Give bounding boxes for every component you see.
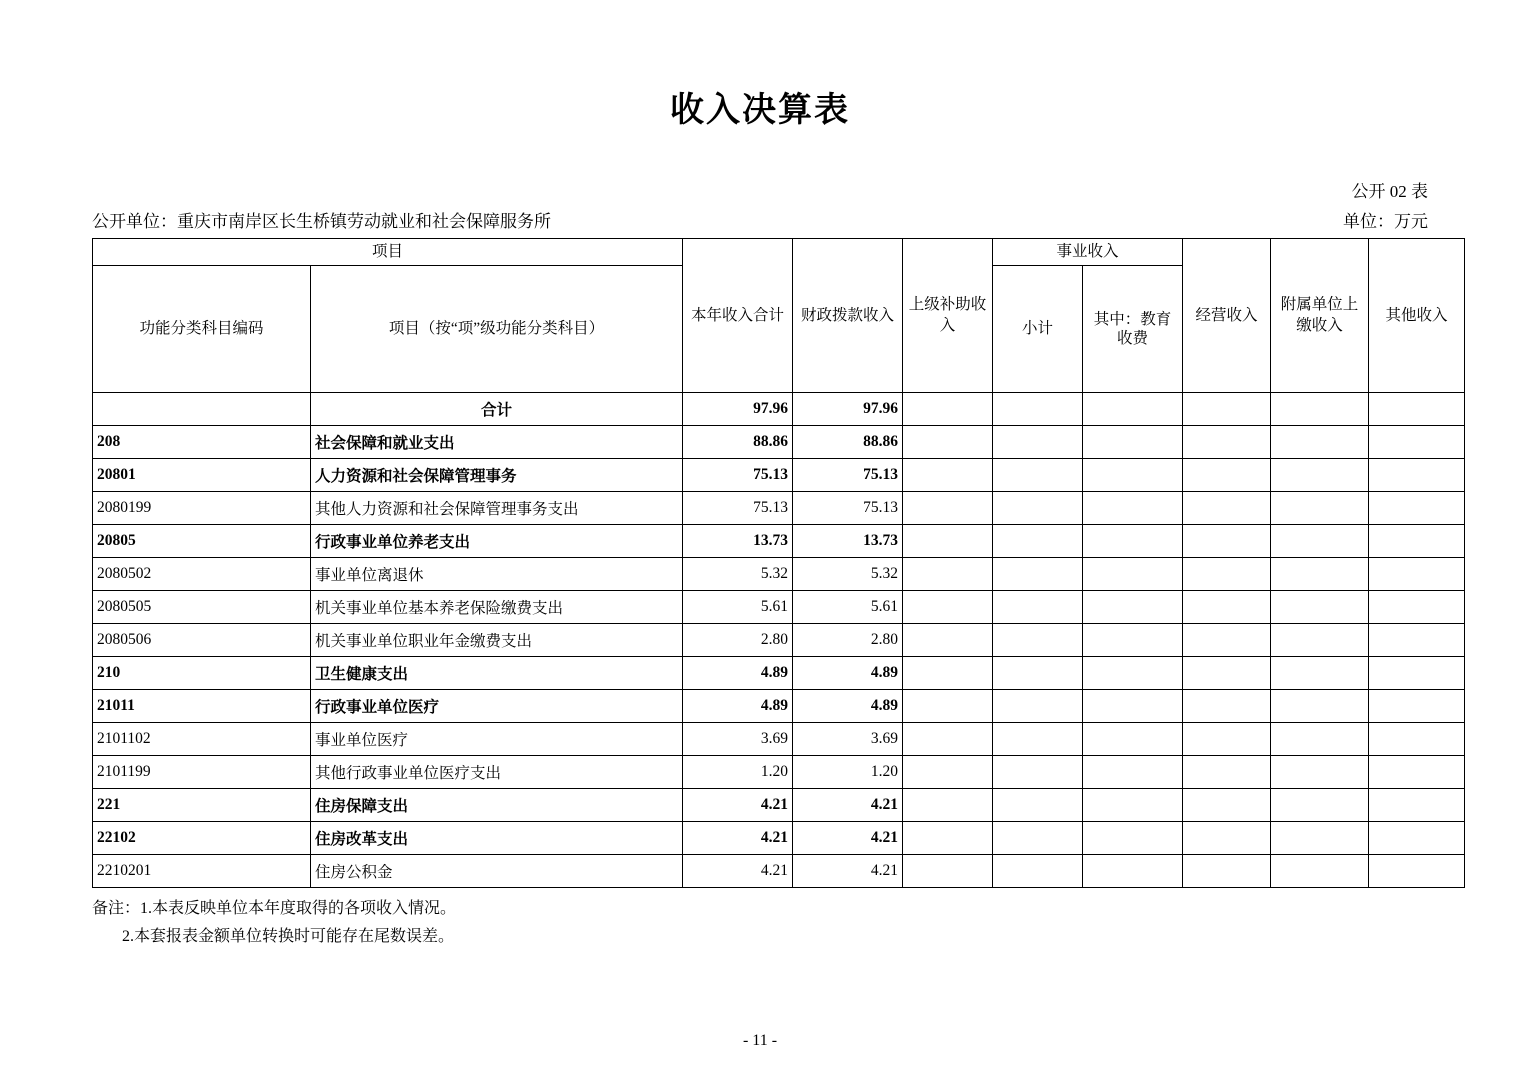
cell-affiliated-unit-income [1271, 789, 1369, 822]
cell-subtotal [993, 393, 1083, 426]
meta-row-form-number [92, 177, 1428, 199]
cell-fiscal-appropriation: 75.13 [793, 459, 903, 492]
cell-other-income [1369, 459, 1465, 492]
cell-operating-income [1183, 393, 1271, 426]
cell-subtotal [993, 789, 1083, 822]
cell-fiscal-appropriation: 13.73 [793, 525, 903, 558]
cell-year-total: 75.13 [683, 459, 793, 492]
cell-operating-income [1183, 591, 1271, 624]
cell-operating-income [1183, 558, 1271, 591]
table-header-row-1 [93, 239, 1465, 266]
cell-operating-income [1183, 426, 1271, 459]
cell-superior-subsidy [903, 690, 993, 723]
table-row [93, 393, 1465, 426]
cell-code: 22102 [93, 822, 311, 855]
cell-code: 208 [93, 426, 311, 459]
cell-education-fee [1083, 657, 1183, 690]
cell-fiscal-appropriation: 2.80 [793, 624, 903, 657]
cell-other-income [1369, 822, 1465, 855]
cell-other-income [1369, 624, 1465, 657]
cell-subtotal [993, 690, 1083, 723]
cell-other-income [1369, 591, 1465, 624]
cell-subtotal [993, 426, 1083, 459]
cell-fiscal-appropriation: 5.32 [793, 558, 903, 591]
cell-affiliated-unit-income [1271, 426, 1369, 459]
cell-affiliated-unit-income [1271, 558, 1369, 591]
cell-education-fee [1083, 690, 1183, 723]
cell-item-name: 机关事业单位职业年金缴费支出 [311, 624, 683, 657]
cell-operating-income [1183, 723, 1271, 756]
cell-superior-subsidy [903, 591, 993, 624]
cell-fiscal-appropriation: 1.20 [793, 756, 903, 789]
cell-other-income [1369, 756, 1465, 789]
cell-affiliated-unit-income [1271, 756, 1369, 789]
page-footer: - 11 - [742, 1032, 778, 1049]
cell-other-income [1369, 723, 1465, 756]
table-row [93, 459, 1465, 492]
header-project-group: 项目 [93, 239, 683, 266]
cell-year-total: 97.96 [683, 393, 793, 426]
cell-item-name: 其他行政事业单位医疗支出 [311, 756, 683, 789]
cell-subtotal [993, 855, 1083, 888]
table-row [93, 624, 1465, 657]
cell-other-income [1369, 690, 1465, 723]
table-notes [92, 895, 1428, 951]
table-row [93, 426, 1465, 459]
cell-fiscal-appropriation: 3.69 [793, 723, 903, 756]
cell-other-income [1369, 393, 1465, 426]
cell-subtotal [993, 657, 1083, 690]
cell-affiliated-unit-income [1271, 393, 1369, 426]
cell-fiscal-appropriation: 75.13 [793, 492, 903, 525]
cell-item-name: 其他人力资源和社会保障管理事务支出 [311, 492, 683, 525]
cell-education-fee [1083, 393, 1183, 426]
cell-other-income [1369, 855, 1465, 888]
unit-label: 单位：万元 [1343, 212, 1428, 231]
cell-fiscal-appropriation: 4.21 [793, 822, 903, 855]
cell-subtotal [993, 492, 1083, 525]
cell-item-name: 行政事业单位医疗 [311, 690, 683, 723]
cell-fiscal-appropriation: 88.86 [793, 426, 903, 459]
header-other-income: 其他收入 [1369, 239, 1465, 393]
cell-fiscal-appropriation: 4.89 [793, 690, 903, 723]
cell-subtotal [993, 558, 1083, 591]
cell-superior-subsidy [903, 723, 993, 756]
cell-year-total: 4.89 [683, 690, 793, 723]
cell-year-total: 3.69 [683, 723, 793, 756]
cell-superior-subsidy [903, 822, 993, 855]
cell-superior-subsidy [903, 789, 993, 822]
cell-education-fee [1083, 723, 1183, 756]
table-body [93, 393, 1465, 888]
cell-other-income [1369, 558, 1465, 591]
cell-item-name: 合计 [311, 393, 683, 426]
cell-year-total: 2.80 [683, 624, 793, 657]
cell-year-total: 5.61 [683, 591, 793, 624]
cell-code: 20805 [93, 525, 311, 558]
cell-education-fee [1083, 525, 1183, 558]
cell-code: 2080199 [93, 492, 311, 525]
cell-subtotal [993, 525, 1083, 558]
cell-affiliated-unit-income [1271, 690, 1369, 723]
note-line-2: 2.本套报表金额单位转换时可能存在尾数误差。 [122, 928, 455, 946]
cell-superior-subsidy [903, 525, 993, 558]
cell-code: 2101102 [93, 723, 311, 756]
cell-fiscal-appropriation: 4.21 [793, 789, 903, 822]
header-affiliated-unit-income: 附属单位上缴收入 [1271, 239, 1369, 393]
cell-affiliated-unit-income [1271, 459, 1369, 492]
cell-item-name: 机关事业单位基本养老保险缴费支出 [311, 591, 683, 624]
table-row [93, 822, 1465, 855]
table-row [93, 690, 1465, 723]
cell-education-fee [1083, 426, 1183, 459]
cell-code: 2210201 [93, 855, 311, 888]
header-code: 功能分类科目编码 [93, 266, 311, 393]
cell-superior-subsidy [903, 492, 993, 525]
cell-item-name: 行政事业单位养老支出 [311, 525, 683, 558]
cell-year-total: 13.73 [683, 525, 793, 558]
cell-operating-income [1183, 690, 1271, 723]
cell-affiliated-unit-income [1271, 723, 1369, 756]
cell-affiliated-unit-income [1271, 855, 1369, 888]
cell-code: 2080505 [93, 591, 311, 624]
cell-affiliated-unit-income [1271, 624, 1369, 657]
cell-code: 20801 [93, 459, 311, 492]
cell-superior-subsidy [903, 459, 993, 492]
cell-affiliated-unit-income [1271, 591, 1369, 624]
cell-subtotal [993, 756, 1083, 789]
cell-education-fee [1083, 558, 1183, 591]
cell-subtotal [993, 624, 1083, 657]
cell-operating-income [1183, 492, 1271, 525]
cell-affiliated-unit-income [1271, 492, 1369, 525]
cell-year-total: 75.13 [683, 492, 793, 525]
cell-affiliated-unit-income [1271, 525, 1369, 558]
cell-superior-subsidy [903, 855, 993, 888]
cell-year-total: 4.89 [683, 657, 793, 690]
income-final-accounts-table [92, 238, 1465, 888]
cell-subtotal [993, 591, 1083, 624]
table-row [93, 591, 1465, 624]
cell-item-name: 事业单位医疗 [311, 723, 683, 756]
cell-fiscal-appropriation: 4.21 [793, 855, 903, 888]
cell-operating-income [1183, 459, 1271, 492]
cell-operating-income [1183, 855, 1271, 888]
header-item: 项目（按“项”级功能分类科目） [311, 266, 683, 393]
cell-superior-subsidy [903, 558, 993, 591]
cell-operating-income [1183, 822, 1271, 855]
cell-code: 2080506 [93, 624, 311, 657]
table-row [93, 789, 1465, 822]
cell-code [93, 393, 311, 426]
cell-year-total: 4.21 [683, 822, 793, 855]
header-superior-subsidy: 上级补助收入 [903, 239, 993, 393]
cell-year-total: 4.21 [683, 789, 793, 822]
form-number: 公开 02 表 [1351, 182, 1428, 201]
cell-year-total: 5.32 [683, 558, 793, 591]
table-row [93, 657, 1465, 690]
cell-operating-income [1183, 525, 1271, 558]
cell-other-income [1369, 492, 1465, 525]
document-meta [0, 177, 1520, 229]
table-row [93, 855, 1465, 888]
publisher-label: 公开单位：重庆市南岸区长生桥镇劳动就业和社会保障服务所 [92, 212, 551, 231]
note-line-1: 备注：1.本表反映单位本年度取得的各项收入情况。 [92, 900, 457, 918]
header-operating-income: 经营收入 [1183, 239, 1271, 393]
table-row [93, 525, 1465, 558]
cell-education-fee [1083, 624, 1183, 657]
cell-affiliated-unit-income [1271, 822, 1369, 855]
cell-operating-income [1183, 657, 1271, 690]
cell-code: 221 [93, 789, 311, 822]
cell-year-total: 1.20 [683, 756, 793, 789]
table-row [93, 723, 1465, 756]
cell-education-fee [1083, 492, 1183, 525]
cell-item-name: 住房改革支出 [311, 822, 683, 855]
cell-code: 2101199 [93, 756, 311, 789]
cell-item-name: 卫生健康支出 [311, 657, 683, 690]
header-fiscal-appropriation: 财政拨款收入 [793, 239, 903, 393]
cell-item-name: 社会保障和就业支出 [311, 426, 683, 459]
table-row [93, 756, 1465, 789]
header-subtotal: 小计 [993, 266, 1083, 393]
cell-superior-subsidy [903, 624, 993, 657]
cell-education-fee [1083, 789, 1183, 822]
cell-code: 210 [93, 657, 311, 690]
cell-superior-subsidy [903, 393, 993, 426]
meta-row-publisher [92, 207, 1428, 229]
cell-education-fee [1083, 822, 1183, 855]
cell-operating-income [1183, 756, 1271, 789]
cell-superior-subsidy [903, 657, 993, 690]
cell-fiscal-appropriation: 5.61 [793, 591, 903, 624]
cell-other-income [1369, 789, 1465, 822]
cell-affiliated-unit-income [1271, 657, 1369, 690]
cell-superior-subsidy [903, 426, 993, 459]
cell-other-income [1369, 426, 1465, 459]
header-year-total: 本年收入合计 [683, 239, 793, 393]
cell-item-name: 住房公积金 [311, 855, 683, 888]
cell-subtotal [993, 723, 1083, 756]
cell-fiscal-appropriation: 4.89 [793, 657, 903, 690]
table-row [93, 558, 1465, 591]
cell-superior-subsidy [903, 756, 993, 789]
cell-item-name: 人力资源和社会保障管理事务 [311, 459, 683, 492]
cell-education-fee [1083, 756, 1183, 789]
header-business-income-group: 事业收入 [993, 239, 1183, 266]
cell-item-name: 事业单位离退休 [311, 558, 683, 591]
cell-education-fee [1083, 855, 1183, 888]
cell-education-fee [1083, 591, 1183, 624]
table-row [93, 492, 1465, 525]
cell-code: 21011 [93, 690, 311, 723]
header-education-fee: 其中：教育收费 [1083, 266, 1183, 393]
cell-subtotal [993, 459, 1083, 492]
cell-year-total: 88.86 [683, 426, 793, 459]
cell-fiscal-appropriation: 97.96 [793, 393, 903, 426]
cell-operating-income [1183, 789, 1271, 822]
cell-item-name: 住房保障支出 [311, 789, 683, 822]
cell-education-fee [1083, 459, 1183, 492]
cell-operating-income [1183, 624, 1271, 657]
cell-subtotal [993, 822, 1083, 855]
cell-year-total: 4.21 [683, 855, 793, 888]
cell-code: 2080502 [93, 558, 311, 591]
page-title: 收入决算表 [670, 92, 850, 129]
cell-other-income [1369, 525, 1465, 558]
cell-other-income [1369, 657, 1465, 690]
